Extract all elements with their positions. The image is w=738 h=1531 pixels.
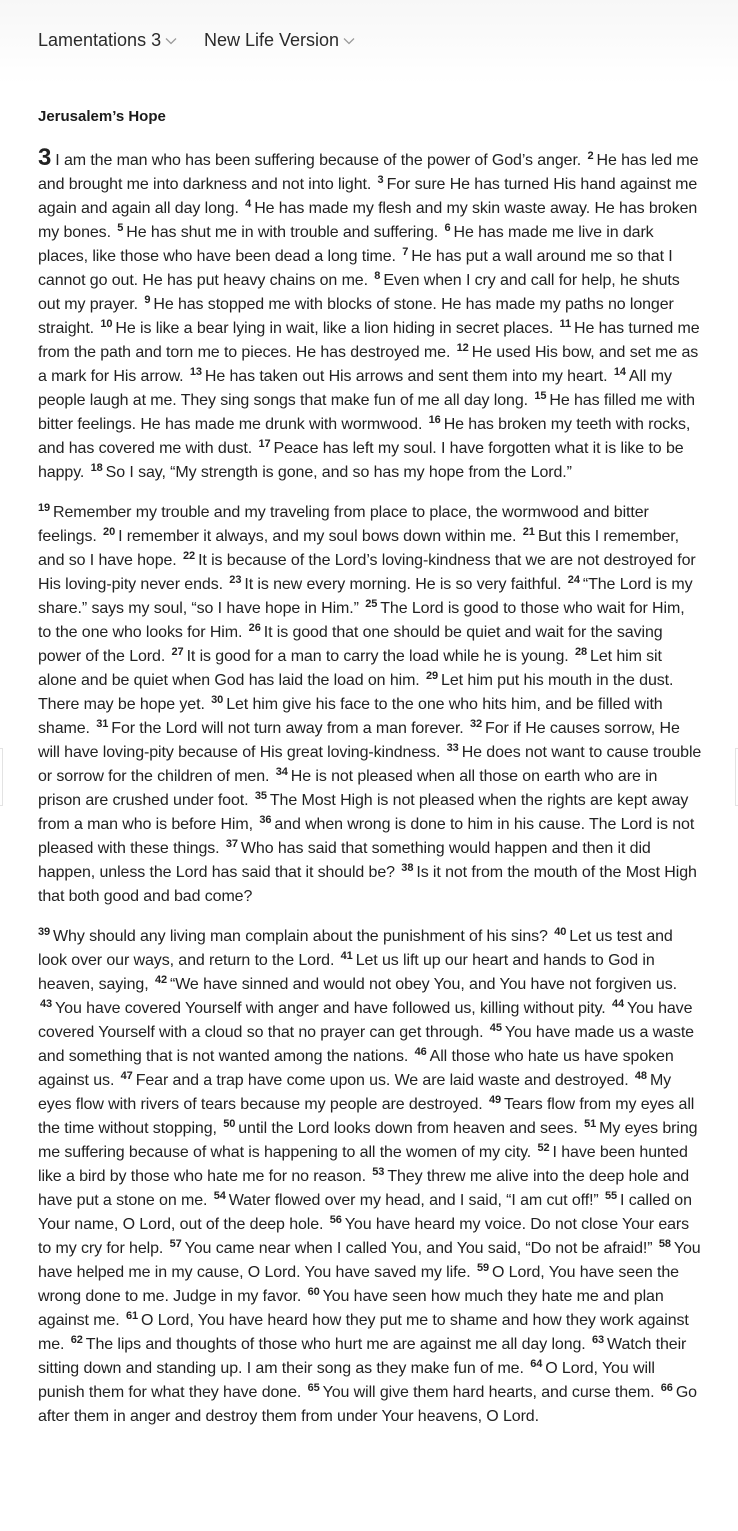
verse-number: 4 xyxy=(245,197,252,210)
paragraph xyxy=(38,501,702,909)
verse-text: I called on Your name, O Lord, out of the deep hole. xyxy=(38,1192,692,1233)
verse-text: until the Lord looks down from heaven and sees. xyxy=(238,1120,583,1137)
verse-text: He has shut me in with trouble and suffering. xyxy=(126,224,443,241)
verse-number: 52 xyxy=(537,1141,550,1154)
verse-text: The Most High is not pleased when the rights are kept away from a man who is before Him, xyxy=(38,792,689,833)
verse-text: I have been hunted like a bird by those who hate me for no reason. xyxy=(38,1144,688,1185)
verse-number: 21 xyxy=(522,525,535,538)
verse-number: 2 xyxy=(587,149,594,162)
verse-text: He has taken out His arrows and sent them into my heart. xyxy=(204,368,612,385)
verse-number: 33 xyxy=(446,741,459,754)
verse-number: 32 xyxy=(470,717,483,730)
verse-text: He has stopped me with blocks of stone. He has made my paths no longer straight. xyxy=(38,296,674,337)
verse-number: 43 xyxy=(40,997,53,1010)
verse-number: 59 xyxy=(476,1261,489,1274)
verse-number: 12 xyxy=(456,341,469,354)
verse-number: 19 xyxy=(38,501,51,514)
verse-text: It is good for a man to carry the load while he is young. xyxy=(186,648,573,665)
verse-text: O Lord, You have heard how they put me to shame and how they work against me. xyxy=(38,1312,689,1353)
verse-text: He has made me live in dark places, like those who have been dead a long time. xyxy=(38,224,654,265)
verse-number: 5 xyxy=(117,221,124,234)
verse-text: and when wrong is done to him in his cause. The Lord is not pleased with these things. xyxy=(38,816,695,857)
verse-text: You have helped me in my cause, O Lord. You have saved my life. xyxy=(38,1240,701,1281)
verse-text: He has filled me with bitter feelings. He has made me drunk with wormwood. xyxy=(38,392,695,433)
verse-number: 63 xyxy=(591,1333,605,1346)
verse-text: You have heard my voice. Do not close Your ears to my cry for help. xyxy=(38,1216,690,1257)
verse-number: 56 xyxy=(329,1213,342,1226)
verse-number: 47 xyxy=(120,1069,133,1082)
verse-text: I remember it always, and my soul bows down within me. xyxy=(118,528,521,545)
verse-number: 46 xyxy=(414,1045,427,1058)
verse-text: For if He causes sorrow, He will have loving-pity because of His great loving-kindness. xyxy=(38,720,680,761)
verse-number: 42 xyxy=(154,973,167,986)
verse-text: You will give them hard hearts, and curse them. xyxy=(322,1384,659,1401)
verse-number: 53 xyxy=(372,1165,385,1178)
chapter-text xyxy=(38,146,702,1445)
verse-text: O Lord, You have seen the wrong done to me. Judge in my favor. xyxy=(38,1264,679,1305)
verse-text: All those who hate us have spoken against us. xyxy=(38,1048,674,1089)
verse-text: Let us test and look over our ways, and return to the Lord. xyxy=(38,928,673,969)
verse-text: It is good that one should be quiet and wait for the saving power of the Lord. xyxy=(38,624,663,665)
verse-text: Who has said that something would happen and then it did happen, unless the Lord has said that it should be? xyxy=(38,840,651,881)
verse-number: 44 xyxy=(611,997,625,1010)
verse-number: 22 xyxy=(183,549,196,562)
verse-number: 17 xyxy=(258,437,271,450)
verse-text: Is it not from the mouth of the Most High that both good and bad come? xyxy=(38,864,697,905)
verse-text: Go after them in anger and destroy them from under Your heavens, O Lord. xyxy=(38,1384,697,1425)
verse-number: 54 xyxy=(213,1189,226,1202)
verse-number: 28 xyxy=(574,645,588,658)
version-selector[interactable] xyxy=(204,30,355,51)
top-bar xyxy=(0,0,738,84)
book-chapter-selector[interactable] xyxy=(38,30,177,51)
verse-number: 64 xyxy=(530,1357,543,1370)
verse-number: 7 xyxy=(402,245,409,258)
verse-text: It is new every morning. He is so very faithful. xyxy=(244,576,566,593)
verse-number: 18 xyxy=(90,461,103,474)
verse-number: 62 xyxy=(70,1333,83,1346)
verse-number: 23 xyxy=(229,573,242,586)
paragraph xyxy=(38,925,702,1429)
verse-text: O Lord, You will punish them for what they have done. xyxy=(38,1360,655,1401)
verse-text: He used His bow, and set me as a mark for His arrow. xyxy=(38,344,699,385)
verse-text: My eyes flow with rivers of tears because my people are destroyed. xyxy=(38,1072,672,1113)
verse-number: 9 xyxy=(144,293,151,306)
chapter-number: 3 xyxy=(38,144,52,171)
verse-text: All my people laugh at me. They sing songs that make fun of me all day long. xyxy=(38,368,672,409)
verse-text: Why should any living man complain about the punishment of his sins? xyxy=(53,928,553,945)
verse-text: The lips and thoughts of those who hurt me are against me all day long. xyxy=(85,1336,590,1353)
verse-number: 66 xyxy=(660,1381,673,1394)
verse-number: 55 xyxy=(605,1189,618,1202)
verse-number: 15 xyxy=(534,389,547,402)
verse-number: 65 xyxy=(307,1381,320,1394)
verse-number: 16 xyxy=(428,413,441,426)
verse-number: 40 xyxy=(554,925,567,938)
verse-number: 45 xyxy=(489,1021,502,1034)
verse-number: 31 xyxy=(96,717,109,730)
verse-text: “The Lord is my share.” says my soul, “so I have hope in Him.” xyxy=(38,576,693,617)
verse-number: 8 xyxy=(374,269,381,282)
verse-number: 48 xyxy=(634,1069,647,1082)
verse-number: 13 xyxy=(189,365,202,378)
verse-text: He is not pleased when all those on earth who are in prison are crushed under foot. xyxy=(38,768,658,809)
verse-text: He has turned me from the path and torn me to pieces. He has destroyed me. xyxy=(38,320,700,361)
verse-text: You have made us a waste and something that is not wanted among the nations. xyxy=(38,1024,694,1065)
verse-text: The Lord is good to those who wait for Him, to the one who looks for Him. xyxy=(38,600,685,641)
verse-number: 60 xyxy=(307,1285,320,1298)
verse-number: 37 xyxy=(225,837,238,850)
verse-number: 51 xyxy=(584,1117,597,1130)
verse-text: Tears flow from my eyes all the time without stopping, xyxy=(38,1096,695,1137)
verse-number: 58 xyxy=(658,1237,671,1250)
verse-number: 10 xyxy=(100,317,113,330)
verse-number: 36 xyxy=(259,813,272,826)
verse-number: 6 xyxy=(444,221,451,234)
verse-text: They threw me alive into the deep hole and have put a stone on me. xyxy=(38,1168,690,1209)
verse-number: 14 xyxy=(613,365,626,378)
verse-text: Even when I cry and call for help, he shuts out my prayer. xyxy=(38,272,680,313)
paragraph xyxy=(38,146,702,485)
verse-number: 25 xyxy=(365,597,378,610)
verse-text: You have seen how much they hate me and plan against me. xyxy=(38,1288,664,1329)
verse-text: Let us lift up our heart and hands to God in heaven, saying, xyxy=(38,952,655,993)
verse-number: 41 xyxy=(340,949,353,962)
verse-text: My eyes bring me suffering because of what is happening to all the women of my city. xyxy=(38,1120,698,1161)
verse-number: 35 xyxy=(254,789,267,802)
verse-number: 26 xyxy=(248,621,261,634)
verse-number: 29 xyxy=(426,669,439,682)
chevron-down-icon xyxy=(343,37,355,45)
verse-number: 61 xyxy=(125,1309,139,1322)
verse-text: You have covered Yourself with anger and have followed us, killing without pity. xyxy=(55,1000,610,1017)
verse-text: It is because of the Lord’s loving-kindness that we are not destroyed for His loving-pity never ends. xyxy=(38,552,696,593)
verse-text: He has put a wall around me so that I cannot go out. He has put heavy chains on me. xyxy=(38,248,673,289)
verse-text: He has broken my teeth with rocks, and has covered me with dust. xyxy=(38,416,691,457)
verse-text: You came near when I called You, and You said, “Do not be afraid!” xyxy=(184,1240,657,1257)
verse-number: 20 xyxy=(103,525,116,538)
verse-number: 3 xyxy=(377,173,384,186)
verse-text: So I say, “My strength is gone, and so has my hope from the Lord.” xyxy=(105,464,572,481)
verse-text: “We have sinned and would not obey You, and You have not forgiven us. xyxy=(169,976,677,993)
verse-number: 50 xyxy=(223,1117,236,1130)
verse-number: 30 xyxy=(211,693,224,706)
verse-text: You have covered Yourself with a cloud so that no prayer can get through. xyxy=(38,1000,693,1041)
section-heading: Jerusalem’s Hope xyxy=(38,108,166,125)
verse-number: 49 xyxy=(488,1093,501,1106)
verse-text: Fear and a trap have come upon us. We are laid waste and destroyed. xyxy=(135,1072,633,1089)
chevron-down-icon xyxy=(165,37,177,45)
version-label: New Life Version xyxy=(204,30,340,50)
verse-number: 24 xyxy=(567,573,580,586)
verse-text: Peace has left my soul. I have forgotten what it is like to be happy. xyxy=(38,440,684,481)
verse-text: Watch their sitting down and standing up. I am their song as they make fun of me. xyxy=(38,1336,687,1377)
verse-text: But this I remember, and so I have hope. xyxy=(38,528,679,569)
verse-number: 57 xyxy=(169,1237,182,1250)
verse-number: 39 xyxy=(38,925,51,938)
verse-text: He does not want to cause trouble or sorrow for the children of men. xyxy=(38,744,702,785)
verse-number: 27 xyxy=(171,645,184,658)
verse-text: He has made my flesh and my skin waste away. He has broken my bones. xyxy=(38,200,698,241)
verse-text: Remember my trouble and my traveling from place to place, the wormwood and bitter feelings. xyxy=(38,504,649,545)
verse-text: He has led me and brought me into darkness and not into light. xyxy=(38,152,699,193)
verse-number: 11 xyxy=(559,317,571,330)
verse-text: I am the man who has been suffering because of the power of God’s anger. xyxy=(55,152,586,169)
verse-text: He is like a bear lying in wait, like a lion hiding in secret places. xyxy=(115,320,558,337)
book-chapter-label: Lamentations 3 xyxy=(38,30,162,50)
verse-number: 38 xyxy=(401,861,414,874)
verse-text: Let him put his mouth in the dust. There may be hope yet. xyxy=(38,672,674,713)
verse-text: Let him sit alone and be quiet when God has laid the load on him. xyxy=(38,648,662,689)
verse-text: For the Lord will not turn away from a man forever. xyxy=(111,720,468,737)
verse-text: Let him give his face to the one who hits him, and be filled with shame. xyxy=(38,696,663,737)
prev-chapter-handle[interactable] xyxy=(0,748,3,806)
verse-text: Water flowed over my head, and I said, “I am cut off!” xyxy=(228,1192,603,1209)
verse-number: 34 xyxy=(275,765,288,778)
verse-text: For sure He has turned His hand against me again and again all day long. xyxy=(38,176,698,217)
